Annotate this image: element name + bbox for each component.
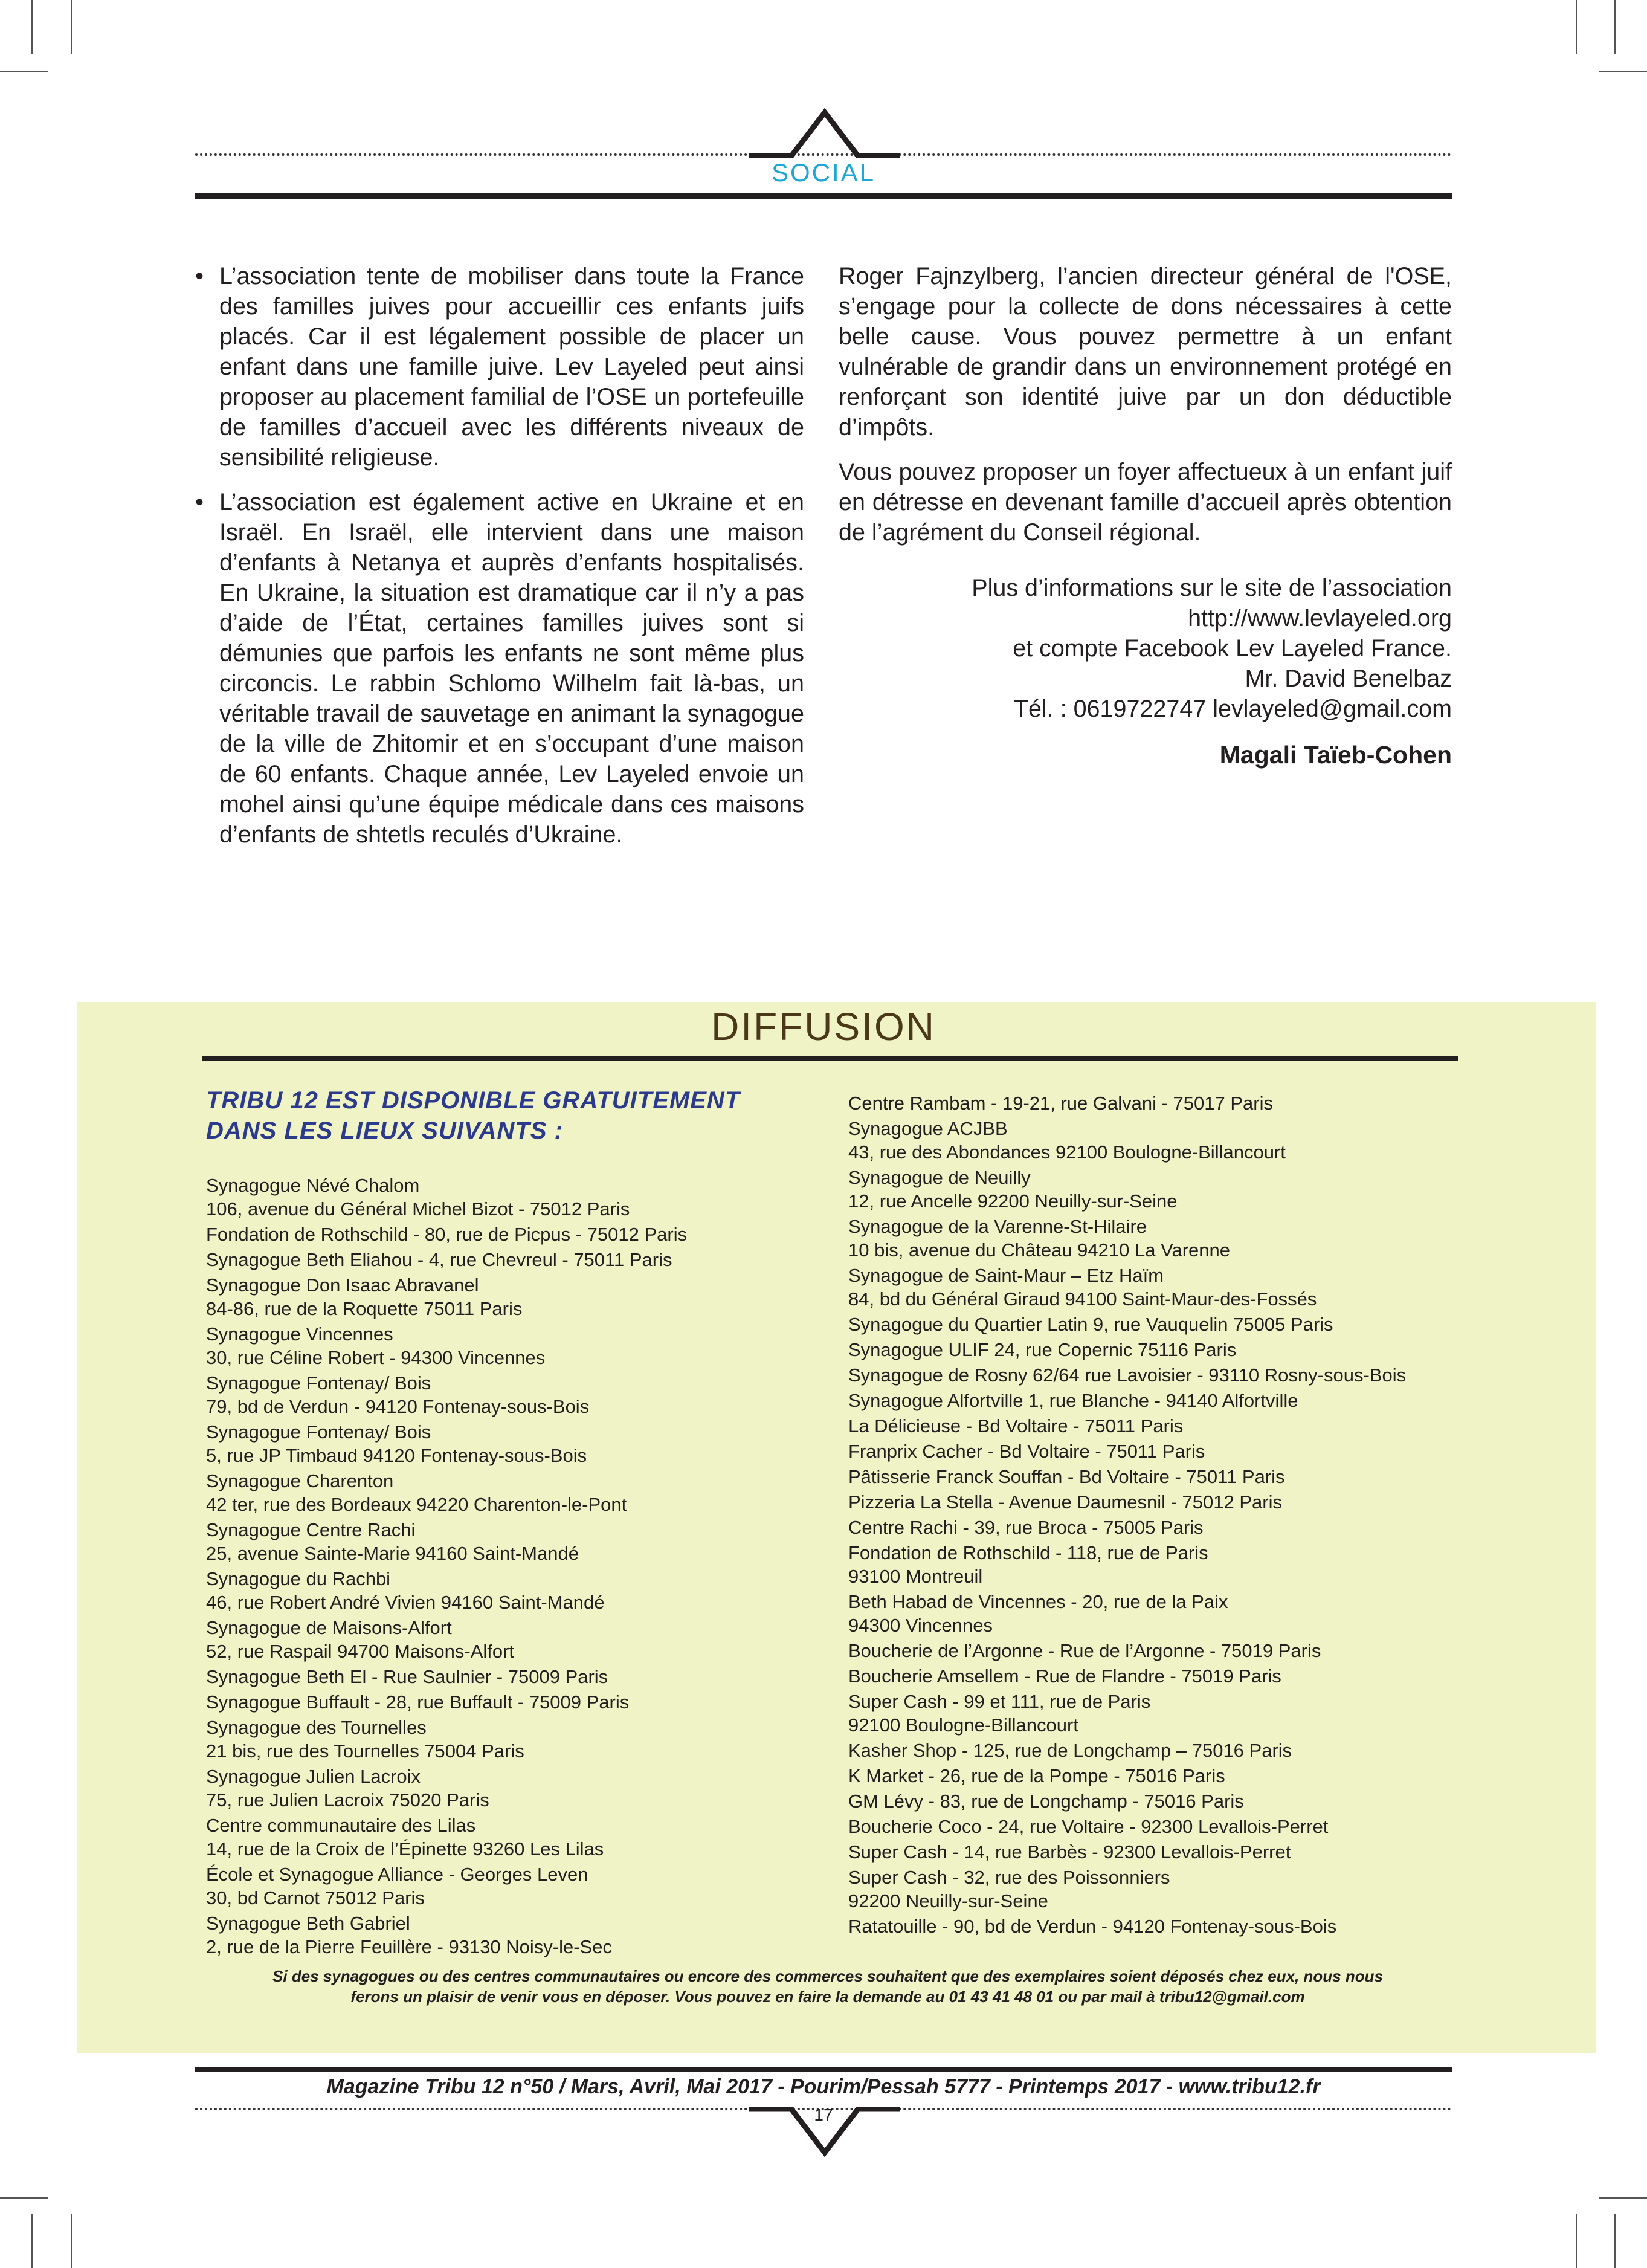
venue-address: 84, bd du Général Giraud 94100 Saint-Maur-des-Fossés <box>848 1288 1317 1310</box>
venue-item <box>848 1264 1452 1311</box>
venue-item <box>206 1371 810 1418</box>
paragraph: Vous pouvez proposer un foyer affectueux à un enfant juif en détresse en devenant famille d’accueil après obtention de l’agrément du Conseil régional. <box>839 459 1452 546</box>
venue-item <box>848 1590 1452 1637</box>
venue-item <box>848 1664 1452 1688</box>
venue-item <box>206 1223 810 1246</box>
venue-address: 43, rue des Abondances 92100 Boulogne-Billancourt <box>848 1142 1286 1163</box>
venue-name: GM Lévy - 83, rue de Longchamp - 75016 Paris <box>848 1791 1244 1812</box>
venue-item <box>206 1420 810 1467</box>
venue-list-right <box>848 1091 1452 1940</box>
venue-item <box>848 1764 1452 1788</box>
venue-name: Synagogue du Quartier Latin 9, rue Vauquelin 75005 Paris <box>848 1314 1333 1335</box>
venue-name: Synagogue Centre Rachi <box>206 1519 416 1540</box>
venue-name: Boucherie de l’Argonne - Rue de l’Argonne - 75019 Paris <box>848 1640 1321 1661</box>
diffusion-title: DIFFUSION <box>711 1005 936 1048</box>
venue-name: Synagogue de Rosny 62/64 rue Lavoisier - 93110 Rosny-sous-Bois <box>848 1365 1407 1386</box>
venue-name: Centre Rambam - 19-21, rue Galvani - 75017 Paris <box>848 1093 1273 1114</box>
header-triangle-ornament <box>749 108 900 158</box>
venue-address: 106, avenue du Général Michel Bizot - 75012 Paris <box>206 1198 630 1220</box>
contact-line: et compte Facebook Lev Layeled France. <box>1013 635 1452 662</box>
contact-line: Plus d’informations sur le site de l’association <box>972 575 1452 601</box>
venue-item <box>848 1338 1452 1362</box>
venue-name: Franprix Cacher - Bd Voltaire - 75011 Paris <box>848 1441 1205 1462</box>
venue-address: 79, bd de Verdun - 94120 Fontenay-sous-Bois <box>206 1396 590 1417</box>
venue-item <box>206 1716 810 1763</box>
venue-address: 25, avenue Sainte-Marie 94160 Saint-Mandé <box>206 1543 579 1564</box>
header-solid-rule <box>195 193 1452 199</box>
venue-name: Synagogue de la Varenne-St-Hilaire <box>848 1216 1147 1237</box>
venue-name: Pizzeria La Stella - Avenue Daumesnil - 75012 Paris <box>848 1491 1282 1513</box>
venue-address: 21 bis, rue des Tournelles 75004 Paris <box>206 1740 524 1762</box>
venue-item <box>206 1863 810 1910</box>
venue-name: Synagogue ACJBB <box>848 1118 1008 1139</box>
venue-name: La Délicieuse - Bd Voltaire - 75011 Paris <box>848 1415 1184 1436</box>
venue-name: Centre Rachi - 39, rue Broca - 75005 Paris <box>848 1517 1204 1538</box>
venue-name: Synagogue Don Isaac Abravanel <box>206 1275 479 1296</box>
diffusion-rule <box>202 1056 1458 1061</box>
venue-item <box>206 1616 810 1663</box>
venue-item <box>848 1465 1452 1488</box>
venue-address: 92200 Neuilly-sur-Seine <box>848 1890 1048 1911</box>
venue-name: Synagogue Julien Lacroix <box>206 1766 421 1787</box>
bullet-item: • L’association tente de mobiliser dans toute la France des familles juives pour accueillir ces enfants juifs placés. Car il est légalement possible de placer un enfant dans une famille juive. Lev Layeled peut ainsi proposer au placement familial de l’OSE un portefeuille de familles d’accueil avec les différents niveaux de sensibilité religieuse. <box>195 261 804 473</box>
venue-item <box>848 1313 1452 1336</box>
venue-name: Synagogue Buffault - 28, rue Buffault - 75009 Paris <box>206 1691 630 1713</box>
venue-item <box>848 1639 1452 1662</box>
page-number: 17 <box>814 2105 833 2124</box>
venue-name: Super Cash - 99 et 111, rue de Paris <box>848 1691 1151 1712</box>
venue-name: Synagogue Fontenay/ Bois <box>206 1372 431 1394</box>
venue-item <box>848 1490 1452 1514</box>
website-link[interactable]: http://www.levlayeled.org <box>1188 605 1452 632</box>
venue-item <box>848 1091 1452 1115</box>
venue-name: Synagogue de Maisons-Alfort <box>206 1617 452 1638</box>
venue-name: Synagogue Beth El - Rue Saulnier - 75009 Paris <box>206 1666 608 1687</box>
venue-name: Synagogue Névé Chalom <box>206 1175 420 1196</box>
venue-address: 30, bd Carnot 75012 Paris <box>206 1887 425 1908</box>
venue-address: 93100 Montreuil <box>848 1566 983 1587</box>
venue-name: Boucherie Coco - 24, rue Voltaire - 92300 Levallois-Perret <box>848 1816 1329 1837</box>
venue-name: Super Cash - 14, rue Barbès - 92300 Levallois-Perret <box>848 1841 1291 1863</box>
venue-item <box>848 1117 1452 1164</box>
venue-address: 30, rue Céline Robert - 94300 Vincennes <box>206 1347 546 1368</box>
venue-item <box>206 1765 810 1812</box>
venue-item <box>848 1166 1452 1213</box>
section-label: SOCIAL <box>771 158 876 187</box>
venue-address: 52, rue Raspail 94700 Maisons-Alfort <box>206 1641 515 1662</box>
venue-item <box>206 1518 810 1565</box>
article-right-column <box>839 261 1452 562</box>
venue-name: Synagogue ULIF 24, rue Copernic 75116 Paris <box>848 1339 1237 1360</box>
diffusion-note <box>205 1966 1450 2007</box>
venue-item <box>206 1469 810 1516</box>
article-left-column <box>195 261 804 864</box>
venue-item <box>848 1914 1452 1938</box>
venue-name: Synagogue Alfortville 1, rue Blanche - 94140 Alfortville <box>848 1390 1298 1411</box>
venue-item <box>848 1414 1452 1438</box>
diffusion-heading <box>206 1085 810 1146</box>
paragraph: Roger Fajnzylberg, l’ancien directeur général de l'OSE, s’engage pour la collecte de dons nécessaires à cette belle cause. Vous pouvez permettre à un enfant vulnérable de grandir dans un environnement protégé en renforçant son identité juive par un don déductible d’impôts. <box>839 263 1452 441</box>
venue-name: Synagogue Beth Gabriel <box>206 1913 410 1934</box>
venue-item <box>848 1516 1452 1539</box>
venue-item <box>206 1567 810 1614</box>
venue-item <box>206 1322 810 1369</box>
venue-name: Pâtisserie Franck Souffan - Bd Voltaire - 75011 Paris <box>848 1466 1285 1487</box>
venue-item <box>206 1174 810 1221</box>
venue-address: 5, rue JP Timbaud 94120 Fontenay-sous-Bois <box>206 1445 587 1466</box>
venue-item <box>848 1541 1452 1588</box>
contact-block <box>848 573 1452 770</box>
venue-name: Synagogue du Rachbi <box>206 1568 391 1589</box>
venue-item <box>206 1814 810 1861</box>
venue-item <box>206 1690 810 1714</box>
venue-item <box>848 1389 1452 1412</box>
venue-name: Kasher Shop - 125, rue de Longchamp – 75016 Paris <box>848 1740 1292 1761</box>
diffusion-note-line: Si des synagogues ou des centres communautaires ou encore des commerces souhaitent que des exemplaires soient déposés chez eux, nous nous <box>272 1967 1383 1985</box>
venue-item <box>206 1273 810 1320</box>
venue-item <box>848 1363 1452 1387</box>
venue-address: 10 bis, avenue du Château 94210 La Varenne <box>848 1239 1230 1261</box>
venue-name: Beth Habad de Vincennes - 20, rue de la Paix <box>848 1591 1228 1612</box>
contact-line: Mr. David Benelbaz <box>1245 665 1452 692</box>
author-name: Magali Taïeb-Cohen <box>1219 741 1452 769</box>
bullet-item: • L’association est également active en Ukraine et en Israël. En Israël, elle intervient dans une maison d’enfants à Netanya et auprès d’enfants hospitalisés. En Ukraine, la situation est dramatique car il n’y a pas d’aide de l’État, certaines familles juives sont si démunies que parfois les enfants ne sont même plus circoncis. Le rabbin Schlomo Wilhelm fait là-bas, un véritable travail de sauvetage en animant la synagogue de la ville de Zhitomir et en s’occupant d’une maison de 60 enfants. Chaque année, Lev Layeled envoie un mohel ainsi qu’une équipe médicale dans ces maisons d’enfants de shtetls reculés d’Ukraine. <box>195 487 804 850</box>
diffusion-heading-line: TRIBU 12 EST DISPONIBLE GRATUITEMENT <box>206 1087 741 1114</box>
contact-line: Tél. : 0619722747 levlayeled@gmail.com <box>1013 696 1452 722</box>
footer-text: Magazine Tribu 12 n°50 / Mars, Avril, Mai 2017 - Pourim/Pessah 5777 - Printemps 2017 - www.tribu12.fr <box>326 2075 1321 2098</box>
diffusion-heading-line: DANS LES LIEUX SUIVANTS : <box>206 1117 563 1144</box>
venue-name: Synagogue Beth Eliahou - 4, rue Chevreul - 75011 Paris <box>206 1249 672 1270</box>
venue-name: Super Cash - 32, rue des Poissonniers <box>848 1867 1170 1888</box>
venue-address: 14, rue de la Croix de l’Épinette 93260 Les Lilas <box>206 1838 604 1859</box>
venue-name: Synagogue Charenton <box>206 1470 394 1491</box>
venue-item <box>848 1789 1452 1813</box>
venue-address: 84-86, rue de la Roquette 75011 Paris <box>206 1298 523 1319</box>
venue-name: Fondation de Rothschild - 80, rue de Picpus - 75012 Paris <box>206 1224 688 1245</box>
venue-item <box>848 1866 1452 1913</box>
venue-name: Fondation de Rothschild - 118, rue de Paris <box>848 1542 1208 1563</box>
venue-item <box>848 1690 1452 1737</box>
venue-address: 75, rue Julien Lacroix 75020 Paris <box>206 1789 489 1811</box>
venue-address: 12, rue Ancelle 92200 Neuilly-sur-Seine <box>848 1191 1178 1212</box>
venue-item <box>206 1665 810 1688</box>
venue-item <box>848 1215 1452 1262</box>
venue-address: 92100 Boulogne-Billancourt <box>848 1714 1078 1736</box>
venue-item <box>848 1439 1452 1463</box>
venue-name: École et Synagogue Alliance - Georges Leven <box>206 1864 588 1885</box>
venue-address: 46, rue Robert André Vivien 94160 Saint-Mandé <box>206 1592 605 1613</box>
venue-item <box>848 1840 1452 1864</box>
venue-name: Boucherie Amsellem - Rue de Flandre - 75019 Paris <box>848 1665 1281 1687</box>
venue-name: Synagogue de Saint-Maur – Etz Haïm <box>848 1265 1164 1286</box>
venue-item <box>206 1248 810 1271</box>
venue-item <box>848 1815 1452 1838</box>
diffusion-note-line: ferons un plaisir de venir vous en déposer. Vous pouvez en faire la demande au 01 43 41 48 01 ou par mail à tribu12@gmail.com <box>350 1988 1305 2006</box>
venue-name: Synagogue de Neuilly <box>848 1167 1031 1188</box>
venue-name: Synagogue Vincennes <box>206 1323 393 1345</box>
venue-name: Synagogue Fontenay/ Bois <box>206 1421 431 1443</box>
venue-name: K Market - 26, rue de la Pompe - 75016 Paris <box>848 1765 1225 1786</box>
venue-name: Centre communautaire des Lilas <box>206 1815 476 1836</box>
venue-name: Ratatouille - 90, bd de Verdun - 94120 Fontenay-sous-Bois <box>848 1916 1337 1937</box>
venue-address: 94300 Vincennes <box>848 1615 993 1636</box>
venue-item <box>848 1739 1452 1762</box>
venue-address: 42 ter, rue des Bordeaux 94220 Charenton-le-Pont <box>206 1494 627 1515</box>
venue-item <box>206 1911 810 1959</box>
footer-solid-rule <box>195 2067 1452 2072</box>
venue-list-left <box>206 1174 810 1960</box>
venue-address: 2, rue de la Pierre Feuillère - 93130 Noisy-le-Sec <box>206 1936 612 1957</box>
venue-name: Synagogue des Tournelles <box>206 1717 427 1738</box>
